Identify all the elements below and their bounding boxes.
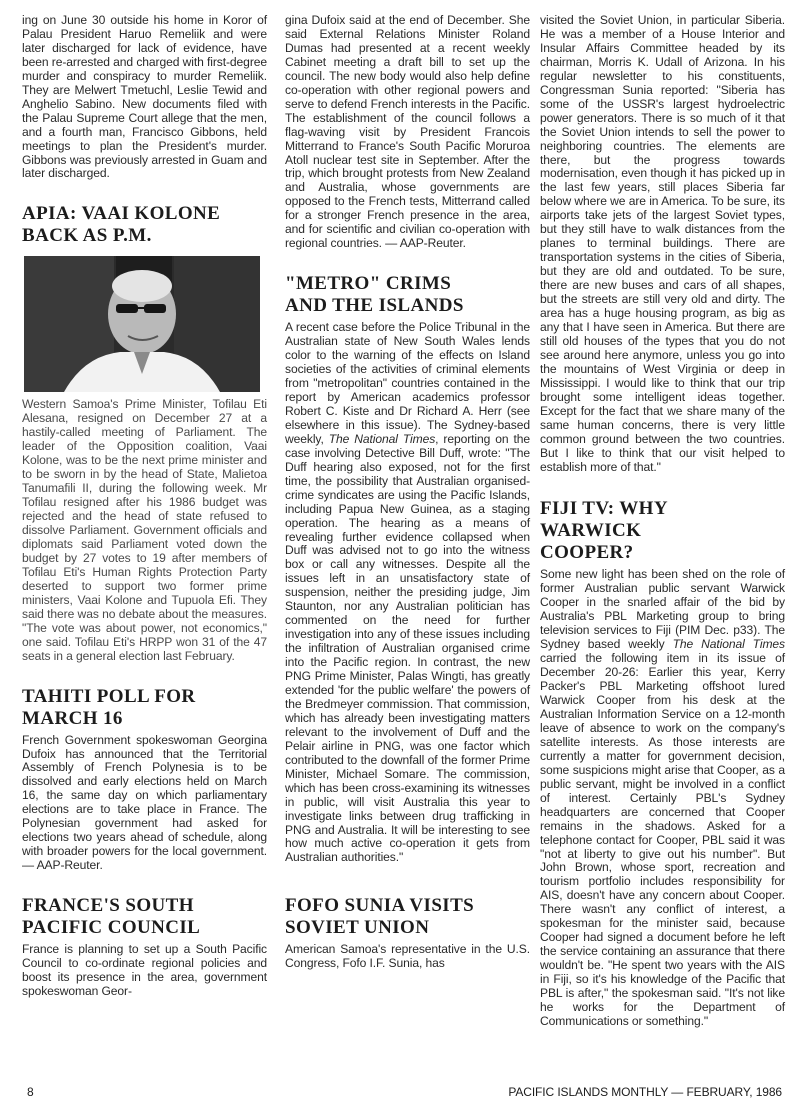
article-palau-body: ing on June 30 outside his home in Koror of Palau President Haruo Remeliik and were later discharged for lack of evidence, have been re-arrested and charged with first-degree murder and conspiracy to murder Remeliik. They are Melwert Tmetuchl, Leslie Tewid and Anghelio Sabino. New documents filed with the Palau Supreme Court allege that the men, and a fourth man, Francisco Gibbons, held meetings to plan the President's murder. Gibbons was previously arrested in Guam and later discharged. (22, 13, 267, 181)
running-footer: PACIFIC ISLANDS MONTHLY — FEBRUARY, 1986 (508, 1085, 782, 1099)
article-tahiti-body: French Government spokeswoman Georgina Dufoix has announced that the Territorial Assembly of French Polynesia is to be dissolved and early elections held on March 16, the same day on which parliamentary elections are to take place in France. The Polynesian government had asked for elections two years ahead of schedule, along with broader powers for the local government. — AAP-Reuter. (22, 732, 267, 873)
headline-france: FRANCE'S SOUTH PACIFIC COUNCIL (22, 895, 201, 939)
photo-portrait (24, 256, 260, 392)
headline-apia: APIA: VAAI KOLONE BACK AS P.M. (22, 203, 221, 247)
column-right (540, 14, 785, 1029)
publication-name: The National Times (328, 431, 436, 446)
column-middle (285, 14, 530, 971)
photo-caption: Western Samoa's Prime Minister, Tofilau Eti Alesana, resigned on December 27 at a hastily-called meeting of Parliament. The leader of the Opposition coalition, Vaai Kolone, was to be the next prime minister and to be sworn in by the head of State, Malietoa Tanumafili II, during the following week. Mr Tofilau resigned after his 1986 budget was rejected and the head of state refused to dissolve Parliament. Government officials and diplomats said Parliament voted down the budget by 27 votes to 19 after members of Tofilau Eti's Human Rights Protection Party deserted to support two former prime ministers, Vaai Kolone and Tupuola Efi. They said there was no debate about the measures. "The vote was about power, not economics," one said. Tofilau Eti's HRPP won 31 of the 47 seats in a general election last February. (22, 397, 267, 663)
article-france-body-cont: gina Dufoix said at the end of December. She said External Relations Minister Roland Dumas had presented at a recent weekly Cabinet meeting a draft bill to set up the council. The new body would also help define co-operation with other regional powers and serve to defend French interests in the Pacific. The establishment of the council follows a flag-waving visit by President Francois Mitterrand to France's South Pacific Moruroa Atoll nuclear test site in September. After the trip, which brought protests from New Zealand and Australia, whose governments are opposed to the French tests, Mitterrand called for a stronger French presence in the area, and for scientific and civilian co-operation with regional countries. — AAP-Reuter. (285, 13, 530, 251)
publication-name: The National Times (672, 637, 785, 652)
article-fiji-text-1: Some new light has been shed on the role of former Australian public servant Warwick Cooper in the snarled affair of the bid by Australia's PBL Marketing group to bring television services to Fiji (PIM Dec. p33). The Sydney based weekly (540, 567, 785, 652)
column-left (22, 14, 267, 999)
article-fiji-body (540, 568, 785, 1028)
headline-metro: "METRO" CRIMS AND THE ISLANDS (285, 273, 464, 317)
article-fofo-body-start: American Samoa's representative in the U.S. Congress, Fofo I.F. Sunia, has (285, 942, 530, 971)
article-metro-body (285, 321, 530, 865)
portrait-image (24, 256, 260, 392)
article-fofo-body-cont: visited the Soviet Union, in particular Siberia. He was a member of a House Interior and Insular Affairs Committee headed by its chairman, Morris K. Udall of Arizona. In his regular newsletter to his constituents, Congressman Sunia reported: "Siberia has some of the USSR's largest hydroelectric power generators. There is so much of it that the Soviet Union intends to sell the power to neighboring countries. The elements are there, but the progress towards modernisation, even though it has picked up in the last few years, still places Siberia far below where we are in America. To be sure, its airports take jets of the largest Soviet types, but they still have to walk distances from the planes to terminal buildings. There are transportation systems in the cities of Siberia, but they are old and outdated. To be sure, there are new buses and cars of all shapes, but the streets are still very old and dirty. The area has a huge housing program, as big as any that I have seen in America. But there are still old houses of the types that you do not see around here anymore, unless you go into the mountains of West Virginia or deep in Mississippi. I would like to think that our trip brought some intelligent ideas together. Except for the fact that we share many of the same human concerns, there is very little common ground between the two countries. But I like to think that our visit helped to establish more of that." (540, 13, 785, 474)
article-fiji-text-2: carried the following item in its issue of December 20-26: Earlier this year, Kerry Packer's PBL Marketing offshoot lured Warwick Cooper from his desk at the Australian Information Service on a 12-month leave of absence to work on the company's satellite interests. As those interests are currently a matter for government decision, some suspicions might arise that Cooper, as a public servant, might be involved in a conflict of interest. Certainly PBL's Sydney headquarters are concerned that Cooper remains in the shadows. Asked for a telephone contact for Cooper, PBL said it was "not at liberty to give out his number". But John Brown, whose sport, recreation and tourism portfolio includes responsibility for AIS, doesn't have any concern about Cooper. There wasn't any conflict of interest, a spokesman for the minister said, because Cooper had signed a document before he left the service containing an assurance that there wouldn't be. "He spent two years with the AIS in Fiji, so it's his knowledge of the Pacific that PBL is after," the spokesman said. "It's not like he works for the Department of Communications or something." (540, 651, 785, 1028)
page-number: 8 (27, 1085, 34, 1099)
article-france-body-start: France is planning to set up a South Pacific Council to co-ordinate regional policies and boost its presence in the area, government spokeswoman Geor- (22, 942, 267, 998)
headline-fiji: FIJI TV: WHY WARWICK COOPER? (540, 498, 668, 564)
headline-tahiti: TAHITI POLL FOR MARCH 16 (22, 685, 196, 729)
article-metro-text-1: A recent case before the Police Tribunal in the Australian state of New South Wales lends color to the warning of the effects on Island societies of the activities of criminal elements from "metropolitan" countries contained in the report by American academics professor Robert C. Kiste and Dr Richard A. Herr (see elsewhere in this issue). The Sydney-based weekly, (285, 320, 530, 446)
article-metro-text-2: , reporting on the case involving Detective Bill Duff, wrote: "The Duff hearing also exposed, not for the first time, the possibility that Australian organised-crime syndicates are using the Pacific Islands, including Papua New Guinea, as a staging operation. The hearing as a means of revealing further evidence collapsed when Duff was advised not to go into the witness box or call any witnesses. Despite all the issues left in an unsatisfactory state of suspension, neither the presiding judge, Jim Staunton, nor any Australian politician has commented on the need for further investigation into any of these issues including the infiltration of Australian organised crime into the Pacific region. In contrast, the new PNG Prime Minister, Palas Wingti, has greatly extended 'for the public welfare' the powers of the Bredmeyer commission. That commission, which has already been investigating matters relevant to the involvement of Duff and the Pelair airline in PNG, was one factor which contributed to the downfall of the former Prime Minister, Michael Somare. The commission, which has been cross-examining its witnesses in public, will visit Australia this year to investigate links between drug trafficking in PNG and Australia. It will be interesting to see how much active co-operation it gets from Australian authorities." (285, 431, 530, 865)
headline-fofo: FOFO SUNIA VISITS SOVIET UNION (285, 895, 475, 939)
